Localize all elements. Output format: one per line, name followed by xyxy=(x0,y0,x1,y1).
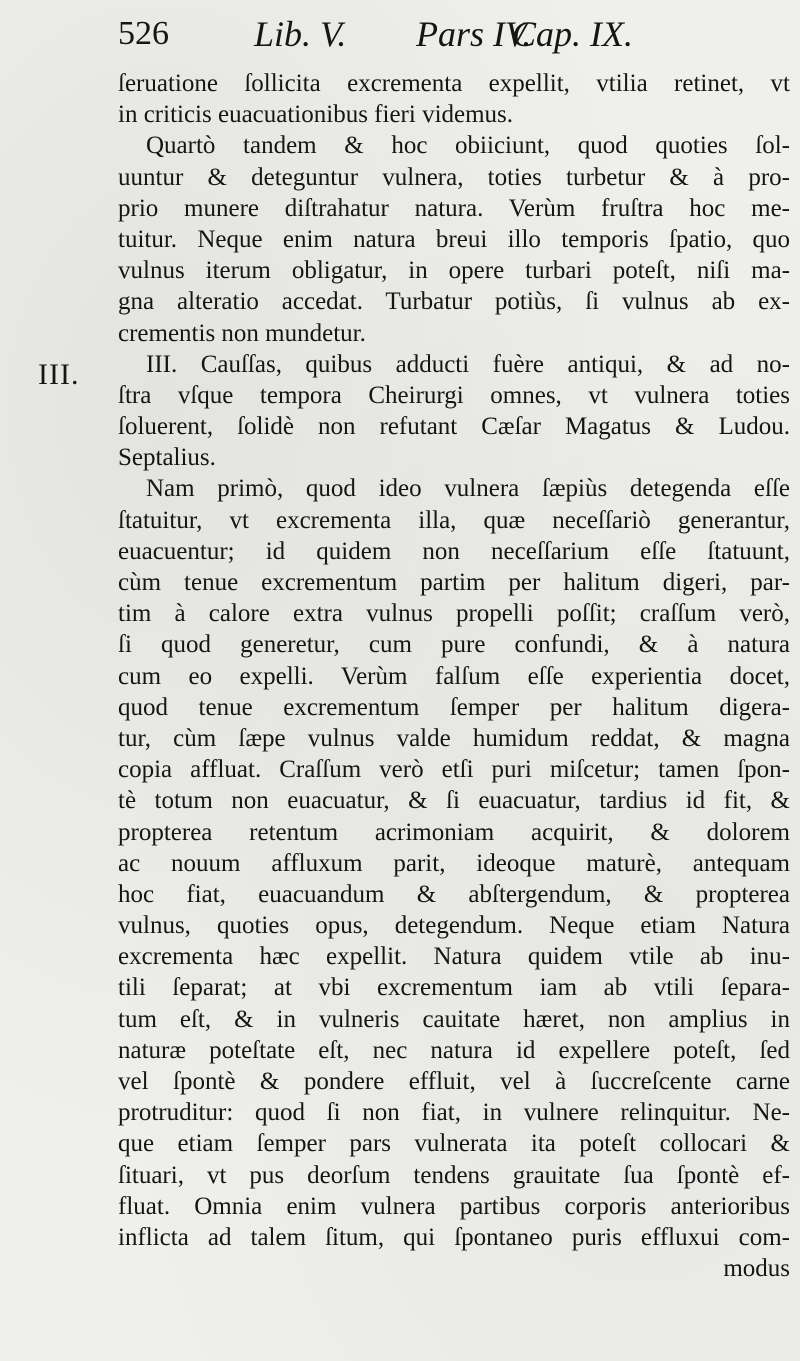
text-line: tè totum non euacuatur, & ſi euacuatur, tardius id fit, & xyxy=(118,787,790,815)
text-line: vulnus, quoties opus, detegendum. Neque etiam Natura xyxy=(118,912,790,940)
running-header xyxy=(118,14,678,54)
book-label: Lib. V. xyxy=(254,14,347,54)
text-line: III. Cauſſas, quibus adducti fuère antiqui, & ad no- xyxy=(146,350,790,378)
text-line: ſtra vſque tempora Cheirurgi omnes, vt vulnera toties xyxy=(118,381,790,409)
text-line: tim à calore extra vulnus propelli poſſit; craſſum verò, xyxy=(118,600,790,628)
text-line: cum eo expelli. Verùm falſum eſſe experientia docet, xyxy=(118,662,790,690)
text-line: euacuentur; id quidem non neceſſarium eſſe ſtatuunt, xyxy=(118,537,790,565)
text-line: ac nouum affluxum parit, ideoque maturè, antequam xyxy=(118,849,790,877)
text-line: Nam primò, quod ideo vulnera ſæpiùs detegenda eſſe xyxy=(146,475,790,503)
text-line: vulnus iterum obligatur, in opere turbari poteſt, niſi ma- xyxy=(118,257,790,285)
text-line: fluat. Omnia enim vulnera partibus corporis anterioribus xyxy=(118,1192,790,1220)
chapter-label: Cap. IX. xyxy=(512,14,633,54)
part-label: Pars IV. xyxy=(416,14,532,54)
page-number: 526 xyxy=(118,15,169,52)
text-line: ſi quod generetur, cum pure confundi, & à natura xyxy=(118,631,790,659)
text-line: gna alteratio accedat. Turbatur potiùs, ſi vulnus ab ex- xyxy=(118,288,790,316)
text-line: in criticis euacuationibus fieri videmus. xyxy=(118,101,514,129)
text-line: propterea retentum acrimoniam acquirit, & dolorem xyxy=(118,818,790,846)
text-line: Septalius. xyxy=(118,444,216,472)
text-line: copia affluat. Craſſum verò etſi puri miſcetur; tamen ſpon- xyxy=(118,756,790,784)
text-line: hoc fiat, euacuandum & abſtergendum, & propterea xyxy=(118,880,790,908)
text-line: prio munere diſtrahatur natura. Verùm fruſtra hoc me- xyxy=(118,194,790,222)
text-line: ſtatuitur, vt excrementa illa, quæ neceſſariò generantur, xyxy=(118,506,790,534)
text-line: que etiam ſemper pars vulnerata ita poteſt collocari & xyxy=(118,1130,790,1158)
text-line: excrementa hæc expellit. Natura quidem vtile ab inu- xyxy=(118,943,790,971)
catchword: modus xyxy=(723,1255,790,1283)
body-text xyxy=(118,68,790,1284)
text-line: tur, cùm ſæpe vulnus valde humidum reddat, & magna xyxy=(118,724,790,752)
text-line: ſeruatione ſollicita excrementa expellit, vtilia retinet, vt xyxy=(118,70,790,97)
text-line: protruditur: quod ſi non fiat, in vulnere relinquitur. Ne- xyxy=(118,1099,790,1127)
text-line: ſoluerent, ſolidè non refutant Cæſar Magatus & Ludou. xyxy=(118,413,790,441)
text-line: quod tenue excrementum ſemper per halitum digera- xyxy=(118,693,790,721)
text-line: uuntur & deteguntur vulnera, toties turbetur & à pro- xyxy=(118,163,790,191)
text-line: tili ſeparat; at vbi excrementum iam ab vtili ſepara- xyxy=(118,974,790,1002)
text-line: naturæ poteſtate eſt, nec natura id expellere poteſt, ſed xyxy=(118,1036,790,1064)
text-line: inflicta ad talem ſitum, qui ſpontaneo puris effluxui com- xyxy=(118,1223,790,1251)
text-line: vel ſpontè & pondere effluit, vel à ſuccreſcente carne xyxy=(118,1068,790,1095)
text-line: Quartò tandem & hoc obiiciunt, quod quoties ſol- xyxy=(146,132,790,160)
text-line: crementis non mundetur. xyxy=(118,319,366,347)
text-line: cùm tenue excrementum partim per halitum digeri, par- xyxy=(118,569,790,596)
margin-note: III. xyxy=(38,358,80,391)
text-line: ſituari, vt pus deorſum tendens grauitate ſua ſpontè ef- xyxy=(118,1161,790,1189)
text-line: tuitur. Neque enim natura breui illo temporis ſpatio, quo xyxy=(118,225,790,253)
text-line: tum eſt, & in vulneris cauitate hæret, non amplius in xyxy=(118,1005,790,1033)
